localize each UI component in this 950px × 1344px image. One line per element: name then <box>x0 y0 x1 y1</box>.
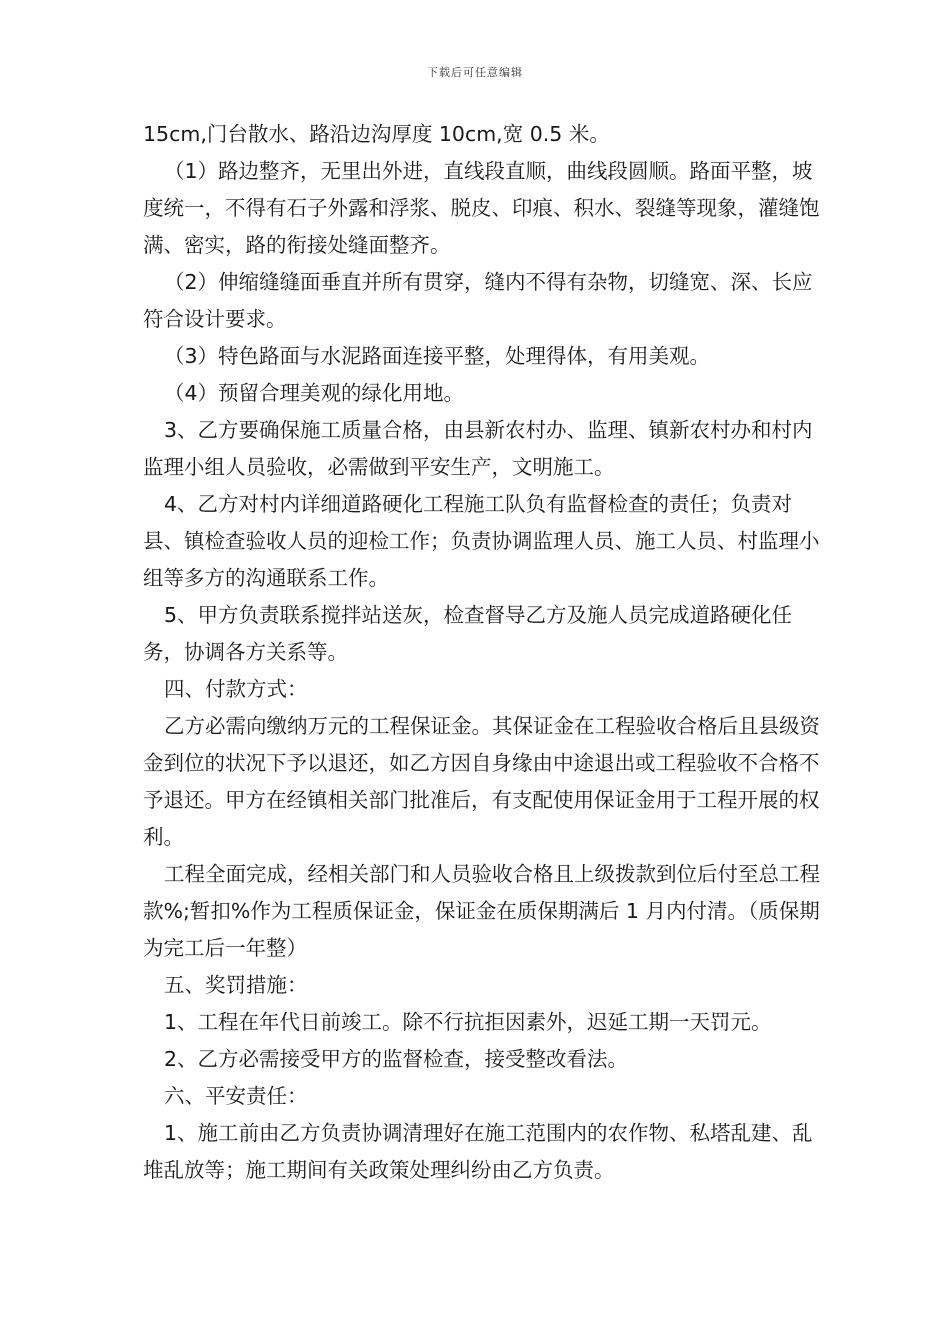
paragraph: 1、施工前由乙方负责协调清理好在施工范围内的农作物、私塔乱建、乱堆乱放等；施工期间有关政策处理纠纷由乙方负责。 <box>143 1121 813 1182</box>
paragraph: 4、乙方对村内详细道路硬化工程施工队负有监督检查的责任；负责对县、镇检查验收人员的迎检工作；负责协调监理人员、施工人员、村监理小组等多方的沟通联系工作。 <box>143 492 820 590</box>
section-heading: 六、平安责任： <box>164 1084 308 1108</box>
paragraph: 1、工程在年代日前竣工。除不行抗拒因素外，迟延工期一天罚元。 <box>164 1010 772 1034</box>
section-heading: 五、奖罚措施： <box>164 973 308 997</box>
paragraph: （2）伸缩缝缝面垂直并所有贯穿，缝内不得有杂物，切缝宽、深、长应符合设计要求。 <box>143 270 813 331</box>
paragraph: 3、乙方要确保施工质量合格，由县新农村办、监理、镇新农村办和村内监理小组人员验收，必需做到平安生产，文明施工。 <box>143 418 813 479</box>
section-heading: 四、付款方式： <box>164 677 308 701</box>
paragraph: 5、甲方负责联系搅拌站送灰，检查督导乙方及施人员完成道路硬化任务，协调各方关系等。 <box>143 603 793 664</box>
document-body <box>143 116 823 1189</box>
paragraph: 2、乙方必需接受甲方的监督检查，接受整改看法。 <box>164 1047 629 1071</box>
paragraph: （3）特色路面与水泥路面连接平整，处理得体，有用美观。 <box>164 344 711 368</box>
page-header: 下载后可任意编辑 <box>427 66 523 79</box>
paragraph: （1）路边整齐，无里出外进，直线段直顺，曲线段圆顺。路面平整，坡度统一，不得有石子外露和浮浆、脱皮、印痕、积水、裂缝等现象，灌缝饱满、密实，路的衔接处缝面整齐。 <box>143 159 820 257</box>
paragraph: 乙方必需向缴纳万元的工程保证金。其保证金在工程验收合格后且县级资金到位的状况下予以退还，如乙方因自身缘由中途退出或工程验收不合格不予退还。甲方在经镇相关部门批准后，有支配使用保证金用于工程开展的权利。 <box>143 714 820 849</box>
paragraph: 15cm,门台散水、路沿边沟厚度 10cm,宽 0.5 米。 <box>143 122 610 146</box>
paragraph: （4）预留合理美观的绿化用地。 <box>164 381 465 405</box>
paragraph: 工程全面完成，经相关部门和人员验收合格且上级拨款到位后付至总工程款%;暂扣%作为工程质保证金，保证金在质保期满后 1 月内付清。（质保期为完工后一年整） <box>143 862 820 960</box>
